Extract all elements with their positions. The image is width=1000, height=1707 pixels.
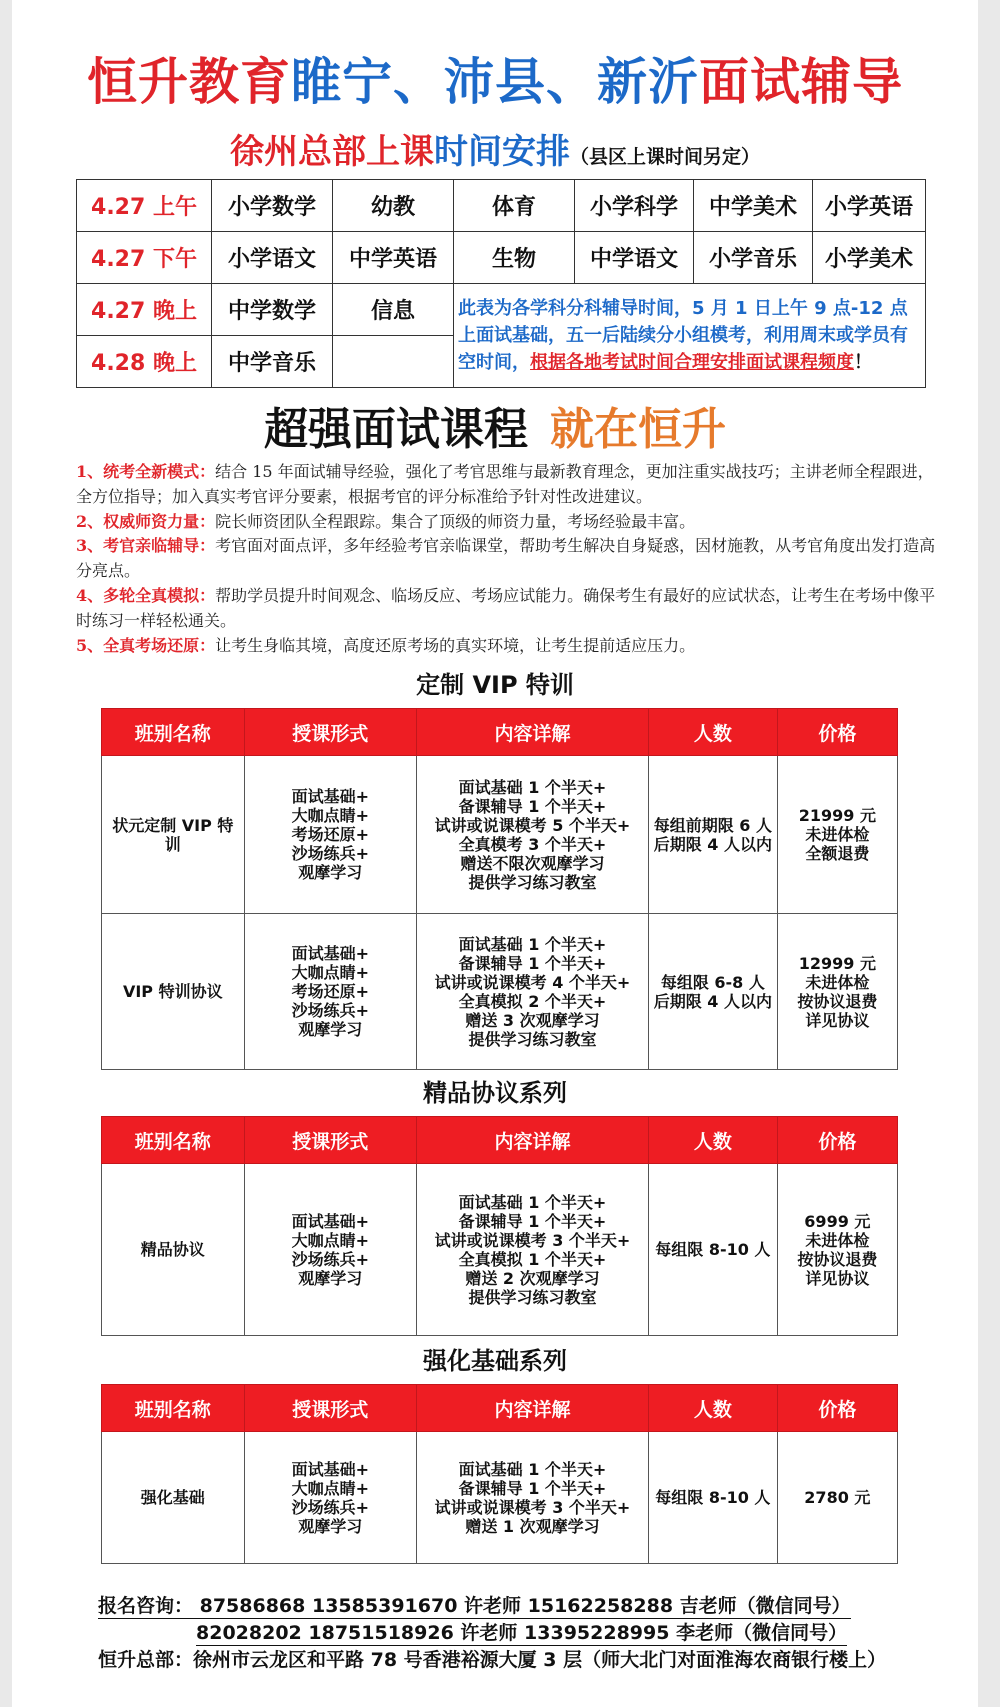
content-cell bbox=[416, 1164, 648, 1336]
schedule-row bbox=[77, 180, 926, 232]
schedule-time: 4.27 下午 bbox=[77, 232, 212, 284]
schedule-subject bbox=[333, 336, 454, 388]
people-line: 每组限 6-8 人 bbox=[660, 972, 765, 992]
format-line: 考场还原+ bbox=[291, 982, 369, 1001]
schedule-subtitle bbox=[12, 130, 978, 179]
content-line: 试讲或说课模考 3 个半天+ bbox=[434, 1497, 631, 1517]
format-line: 面试基础+ bbox=[291, 1459, 369, 1479]
title-service: 面试辅导 bbox=[699, 53, 903, 111]
people-cell bbox=[648, 1432, 777, 1564]
header-content: 内容详解 bbox=[416, 1385, 648, 1432]
price-line: 按协议退费 bbox=[797, 1249, 878, 1269]
table-row bbox=[102, 914, 898, 1070]
schedule-subject: 中学语文 bbox=[575, 232, 694, 284]
contact-line-1 bbox=[98, 1593, 958, 1620]
schedule-subject: 小学音乐 bbox=[694, 232, 813, 284]
format-line: 大咖点睛+ bbox=[291, 806, 369, 825]
table-row bbox=[102, 1164, 898, 1336]
format-cell bbox=[244, 1164, 416, 1336]
content-line: 赠送 1 次观摩学习 bbox=[465, 1516, 600, 1536]
price-line: 详见协议 bbox=[805, 1010, 870, 1030]
schedule-table bbox=[76, 179, 926, 388]
feature-text: 结合 15 年面试辅导经验，强化了考官思维与最新教育理念，更加注重实战技巧；主讲老师全程跟进，全方位指导；加入真实考官评分要素，根据考官的评分标准给予针对性改进建议。 bbox=[76, 462, 934, 506]
schedule-subject: 小学科学 bbox=[575, 180, 694, 232]
header-class-name: 班别名称 bbox=[102, 709, 245, 756]
schedule-info bbox=[454, 284, 926, 388]
feature-text: 院长师资团队全程跟踪。集合了顶级的师资力量，考场经验最丰富。 bbox=[215, 511, 696, 531]
price-line: 未进体检 bbox=[805, 972, 870, 992]
feature-title: 2、权威师资力量： bbox=[76, 511, 216, 531]
basic-section-title: 强化基础系列 bbox=[423, 1347, 567, 1375]
content-line: 试讲或说课模考 5 个半天+ bbox=[434, 815, 631, 835]
format-line: 大咖点睛+ bbox=[291, 1230, 369, 1250]
format-line: 面试基础+ bbox=[291, 1211, 369, 1231]
table-header-row bbox=[102, 709, 898, 756]
format-line: 观摩学习 bbox=[298, 1268, 363, 1288]
feature-title: 5、全真考场还原： bbox=[76, 635, 216, 655]
content-line: 面试基础 1 个半天+ bbox=[458, 934, 607, 954]
price-line: 未进体检 bbox=[805, 1230, 870, 1250]
content-cell bbox=[416, 756, 648, 914]
people-cell bbox=[648, 1164, 777, 1336]
content-line: 备课辅导 1 个半天+ bbox=[458, 1478, 607, 1498]
header-price: 价格 bbox=[777, 1385, 897, 1432]
price-line: 全额退费 bbox=[805, 844, 870, 863]
people-line: 每组限 8-10 人 bbox=[655, 1488, 771, 1507]
schedule-subject: 中学数学 bbox=[212, 284, 333, 336]
feature-item bbox=[76, 634, 948, 659]
feature-title: 1、统考全新模式： bbox=[76, 462, 216, 481]
schedule-subject: 小学语文 bbox=[212, 232, 333, 284]
vip-table bbox=[101, 708, 898, 1070]
format-line: 沙场练兵+ bbox=[291, 1497, 369, 1517]
content-line: 全真模考 3 个半天+ bbox=[458, 834, 607, 854]
header-people: 人数 bbox=[648, 1385, 777, 1432]
format-cell bbox=[244, 914, 416, 1070]
promo-heading bbox=[12, 402, 978, 458]
schedule-subject: 小学美术 bbox=[813, 232, 926, 284]
content-line: 提供学习练习教室 bbox=[468, 1029, 597, 1049]
schedule-row bbox=[77, 284, 926, 336]
content-line: 备课辅导 1 个半天+ bbox=[458, 796, 607, 816]
basic-table bbox=[101, 1384, 898, 1564]
content-line: 全真模拟 2 个半天+ bbox=[458, 991, 607, 1011]
format-cell bbox=[244, 1432, 416, 1564]
header-price: 价格 bbox=[777, 1117, 897, 1164]
info-text: 此表为各学科分科辅导时间，5 月 1 日上午 9 点-12 点上面试基础，五一后陆续分小组模考，利用周末或学员有空时间， bbox=[458, 298, 908, 373]
format-line: 观摩学习 bbox=[298, 1020, 363, 1039]
people-line: 后期限 4 人以内 bbox=[653, 834, 772, 854]
schedule-subject: 生物 bbox=[454, 232, 575, 284]
header-people: 人数 bbox=[648, 709, 777, 756]
header-format: 授课形式 bbox=[244, 1385, 416, 1432]
content-line: 全真模拟 1 个半天+ bbox=[458, 1249, 607, 1269]
schedule-time: 4.27 晚上 bbox=[77, 284, 212, 336]
schedule-time: 4.27 上午 bbox=[77, 180, 212, 232]
subtitle-note: （县区上课时间另定） bbox=[569, 146, 760, 168]
format-line: 面试基础+ bbox=[291, 944, 369, 963]
feature-item bbox=[76, 510, 948, 535]
contact-phones-1: 报名咨询： 87586868 13585391670 许老师 15162258288 吉老师（微信同号） bbox=[98, 1595, 851, 1617]
header-class-name: 班别名称 bbox=[102, 1117, 245, 1164]
promo-heading-main: 超强面试课程 bbox=[264, 404, 528, 455]
schedule-subject: 中学美术 bbox=[694, 180, 813, 232]
price-cell bbox=[777, 756, 897, 914]
feature-text: 考官面对面点评，多年经验考官亲临课堂，帮助考生解决自身疑惑，因材施教，从考官角度出发打造高分亮点。 bbox=[76, 536, 936, 581]
poster bbox=[12, 0, 978, 1707]
premium-table bbox=[101, 1116, 898, 1336]
format-line: 沙场练兵+ bbox=[291, 1249, 369, 1269]
content-line: 面试基础 1 个半天+ bbox=[458, 1192, 607, 1212]
contact-address: 恒升总部：徐州市云龙区和平路 78 号香港裕源大厦 3 层（师大北门对面淮海农商银行楼上） bbox=[98, 1649, 887, 1671]
price-line: 按协议退费 bbox=[797, 991, 878, 1011]
content-cell bbox=[416, 1432, 648, 1564]
content-line: 备课辅导 1 个半天+ bbox=[458, 1211, 607, 1231]
premium-section-title: 精品协议系列 bbox=[423, 1079, 567, 1107]
format-line: 大咖点睛+ bbox=[291, 963, 369, 982]
table-header-row bbox=[102, 1385, 898, 1432]
people-line: 后期限 4 人以内 bbox=[653, 991, 772, 1011]
format-line: 观摩学习 bbox=[298, 863, 363, 882]
title-brand: 恒升教育 bbox=[87, 53, 291, 111]
content-line: 赠送 2 次观摩学习 bbox=[465, 1268, 600, 1288]
price-line: 21999 元 bbox=[798, 806, 876, 825]
people-line: 每组前期限 6 人 bbox=[653, 815, 772, 835]
format-line: 观摩学习 bbox=[298, 1516, 363, 1536]
content-line: 试讲或说课模考 4 个半天+ bbox=[434, 972, 631, 992]
price-cell bbox=[777, 1164, 897, 1336]
schedule-subject: 中学英语 bbox=[333, 232, 454, 284]
content-line: 赠送不限次观摩学习 bbox=[460, 853, 605, 873]
schedule-subject: 体育 bbox=[454, 180, 575, 232]
feature-title: 4、多轮全真模拟： bbox=[76, 585, 216, 605]
vip-section-title: 定制 VIP 特训 bbox=[416, 671, 574, 699]
contact-line-2 bbox=[98, 1620, 958, 1647]
page-title bbox=[12, 52, 978, 112]
header-price: 价格 bbox=[777, 709, 897, 756]
content-line: 赠送 3 次观摩学习 bbox=[465, 1010, 600, 1030]
price-line: 2780 元 bbox=[804, 1488, 871, 1507]
table-row bbox=[102, 756, 898, 914]
content-line: 面试基础 1 个半天+ bbox=[458, 777, 607, 797]
format-line: 大咖点睛+ bbox=[291, 1478, 369, 1498]
header-people: 人数 bbox=[648, 1117, 777, 1164]
table-row bbox=[102, 1432, 898, 1564]
feature-text: 让考生身临其境，高度还原考场的真实环境，让考生提前适应压力。 bbox=[215, 635, 696, 655]
price-line: 12999 元 bbox=[798, 953, 876, 973]
promo-heading-accent: 就在恒升 bbox=[550, 404, 726, 455]
content-cell bbox=[416, 914, 648, 1070]
header-format: 授课形式 bbox=[244, 709, 416, 756]
header-content: 内容详解 bbox=[416, 1117, 648, 1164]
contact-phones-2: 82028202 18751518926 许老师 13395228995 李老师（微信同号） bbox=[196, 1622, 848, 1644]
format-line: 沙场练兵+ bbox=[291, 844, 369, 863]
title-regions: 睢宁、沛县、新沂 bbox=[291, 53, 699, 111]
feature-item bbox=[76, 534, 948, 584]
class-name: 精品协议 bbox=[102, 1164, 245, 1336]
content-line: 试讲或说课模考 3 个半天+ bbox=[434, 1230, 631, 1250]
class-name: 状元定制 VIP 特训 bbox=[102, 756, 245, 914]
price-cell bbox=[777, 914, 897, 1070]
content-line: 提供学习练习教室 bbox=[468, 872, 597, 892]
feature-list bbox=[76, 460, 948, 658]
format-line: 沙场练兵+ bbox=[291, 1001, 369, 1020]
content-line: 提供学习练习教室 bbox=[468, 1287, 597, 1307]
header-content: 内容详解 bbox=[416, 709, 648, 756]
format-line: 面试基础+ bbox=[291, 787, 369, 806]
info-end: ！ bbox=[854, 352, 872, 373]
people-cell bbox=[648, 914, 777, 1070]
feature-item bbox=[76, 584, 948, 634]
format-line: 考场还原+ bbox=[291, 825, 369, 844]
subtitle-part1: 徐州总部上课 bbox=[229, 132, 434, 172]
schedule-row bbox=[77, 232, 926, 284]
schedule-subject: 中学音乐 bbox=[212, 336, 333, 388]
class-name: VIP 特训协议 bbox=[102, 914, 245, 1070]
price-cell bbox=[777, 1432, 897, 1564]
schedule-time: 4.28 晚上 bbox=[77, 336, 212, 388]
table-header-row bbox=[102, 1117, 898, 1164]
schedule-subject: 小学英语 bbox=[813, 180, 926, 232]
subtitle-part2: 时间安排 bbox=[433, 132, 570, 172]
people-cell bbox=[648, 756, 777, 914]
header-format: 授课形式 bbox=[244, 1117, 416, 1164]
class-name: 强化基础 bbox=[102, 1432, 245, 1564]
schedule-subject: 幼教 bbox=[333, 180, 454, 232]
schedule-subject: 信息 bbox=[333, 284, 454, 336]
people-line: 每组限 8-10 人 bbox=[655, 1240, 771, 1259]
price-line: 6999 元 bbox=[804, 1211, 871, 1231]
header-class-name: 班别名称 bbox=[102, 1385, 245, 1432]
content-line: 备课辅导 1 个半天+ bbox=[458, 953, 607, 973]
schedule-subject: 小学数学 bbox=[212, 180, 333, 232]
feature-item bbox=[76, 460, 948, 510]
price-line: 未进体检 bbox=[805, 825, 870, 844]
price-line: 详见协议 bbox=[805, 1268, 870, 1288]
content-line: 面试基础 1 个半天+ bbox=[458, 1459, 607, 1479]
contact-info bbox=[98, 1593, 958, 1674]
feature-text: 帮助学员提升时间观念、临场反应、考场应试能力。确保考生有最好的应试状态，让考生在考场中像平时练习一样轻松通关。 bbox=[76, 585, 936, 630]
format-cell bbox=[244, 756, 416, 914]
feature-title: 3、考官亲临辅导： bbox=[76, 536, 216, 556]
info-highlight: 根据各地考试时间合理安排面试课程频度 bbox=[530, 352, 854, 373]
